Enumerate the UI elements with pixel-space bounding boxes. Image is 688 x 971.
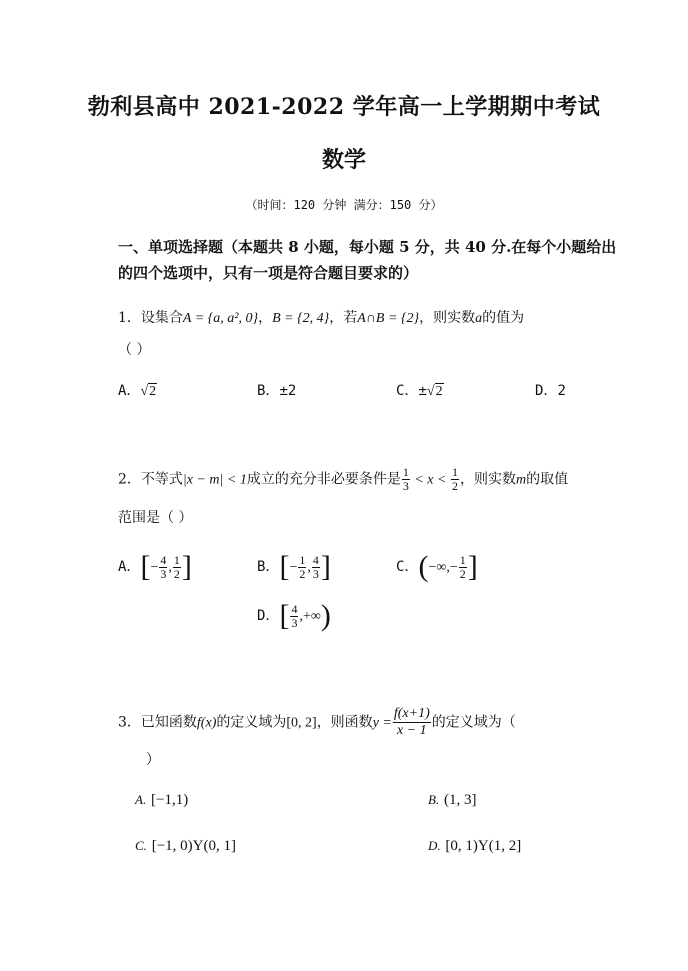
q1-cond-pre: ，若 (329, 310, 358, 326)
bracket-left: [ (279, 550, 290, 583)
frac-num: 1 (402, 465, 409, 479)
q1-option-b-value: ±2 (279, 383, 297, 399)
q2-option-c[interactable] (396, 552, 478, 582)
q3-option-b[interactable] (428, 790, 476, 809)
frac-num: 1 (459, 552, 466, 567)
q1-option-c-pm: ± (418, 383, 427, 399)
q1-option-d[interactable] (535, 380, 566, 400)
q3-option-d-label: D. (428, 838, 441, 853)
q1-set-b: B = {2, 4} (272, 311, 330, 326)
paren-right: ) (320, 599, 331, 632)
q1-set-a: A = {a, a², 0} (182, 311, 259, 326)
frac-den: 3 (160, 566, 167, 581)
q1-option-c-label: C． (396, 383, 419, 399)
q1-condition: A∩B = {2} (357, 311, 420, 326)
page-subtitle: 数学 (321, 147, 366, 173)
frac (290, 603, 298, 630)
q3-option-a[interactable] (135, 790, 188, 809)
q3-option-c[interactable] (135, 836, 236, 855)
q2-option-d[interactable] (257, 601, 331, 631)
q3-fx: f(x) (196, 715, 217, 731)
q2-ask2: 的取值 (526, 471, 569, 488)
q1-answer-paren: （ ） (118, 342, 151, 358)
q1-var: a (475, 311, 483, 326)
q3-mid2: ，则函数 (316, 714, 373, 731)
frac (298, 554, 306, 581)
q1-option-a-label: A． (118, 383, 141, 399)
q1-option-d-label: D． (535, 383, 558, 399)
bracket-left: [ (279, 599, 290, 632)
paren-left: ( (418, 550, 429, 583)
q3-option-c-value: [−1, 0)Y(0, 1] (151, 838, 236, 854)
frac-den: 3 (402, 479, 409, 493)
bracket-right: ] (181, 550, 192, 583)
q1-ask: ，则实数 (419, 310, 476, 326)
question-2-stem (118, 466, 568, 493)
exam-info: （时间：120 分钟 满分：150 分） (245, 198, 443, 212)
frac-den: 3 (312, 566, 319, 581)
q2-option-d-right: ,+∞ (299, 609, 321, 624)
q2-frac-upper (451, 466, 459, 493)
q2-prefix: 2．不等式 (118, 471, 183, 488)
q2-cond-mid: < x < (410, 472, 450, 488)
minus-sign: − (150, 560, 159, 575)
q3-fraction (393, 706, 431, 739)
q3-y: y = (372, 715, 392, 731)
q3-prefix: 3．已知函数 (118, 714, 197, 731)
q3-option-d-value: [0, 1)Y(1, 2] (445, 838, 522, 854)
frac (312, 554, 320, 581)
q3-domain: [0, 2] (286, 715, 317, 731)
q3-mid: 的定义域为 (216, 714, 287, 731)
q1-option-c[interactable] (396, 380, 444, 400)
q2-option-a[interactable] (118, 552, 192, 582)
q1-option-b[interactable] (257, 380, 296, 400)
q2-mid: 成立的充分非必要条件是 (246, 471, 401, 488)
question-1-stem (118, 306, 524, 331)
q2-option-b-label: B． (257, 559, 280, 575)
frac-den: 2 (459, 566, 466, 581)
q3-ask: 的定义域为（ (431, 714, 516, 731)
bracket-right: ] (320, 550, 331, 583)
frac-den: 2 (451, 479, 458, 493)
q1-option-c-value: 2 (435, 384, 443, 399)
frac-num: 4 (291, 601, 298, 616)
frac-den: 2 (299, 566, 306, 581)
section-heading-line1: 一、单项选择题（本题共 8 小题，每小题 5 分，共 40 分.在每个小题给出 (118, 238, 617, 256)
q1-sep: ， (258, 310, 273, 326)
bracket-left: [ (140, 550, 151, 583)
q1-prefix: 1．设集合 (118, 310, 183, 326)
q3-line2: ） (146, 752, 160, 768)
frac-den: x − 1 (396, 723, 427, 738)
frac-den: 2 (173, 566, 180, 581)
q3-option-a-value: [−1,1) (150, 792, 189, 808)
frac (173, 554, 181, 581)
q2-option-c-label: C． (396, 559, 419, 575)
q3-option-c-label: C. (135, 838, 147, 853)
frac-num: 1 (299, 552, 306, 567)
frac-den: 3 (291, 615, 298, 630)
q1-option-a[interactable] (118, 380, 157, 400)
q1-option-d-value: 2 (557, 383, 566, 399)
sqrt-symbol: √2 (426, 384, 443, 399)
q2-inequality: |x − m| < 1 (182, 472, 247, 488)
q1-option-b-label: B． (257, 383, 280, 399)
q2-option-c-left: −∞,− (428, 560, 458, 575)
page-title: 勃利县高中 2021-2022 学年高一上学期期中考试 (87, 94, 601, 120)
q2-ask: ，则实数 (459, 471, 516, 488)
frac (159, 554, 167, 581)
q3-option-a-label: A. (135, 792, 147, 807)
question-3-stem (118, 706, 516, 739)
frac-num: f(x+1) (393, 706, 430, 721)
frac-num: 1 (451, 465, 458, 479)
frac-num: 1 (173, 552, 180, 567)
section-heading-line2: 的四个选项中，只有一项是符合题目要求的） (118, 264, 419, 282)
q1-ask2: 的值为 (482, 310, 525, 326)
q2-option-d-label: D． (257, 608, 280, 624)
q1-option-a-value: 2 (149, 384, 157, 399)
q3-option-b-label: B. (428, 792, 440, 807)
q2-var: m (515, 472, 527, 488)
q2-option-b[interactable] (257, 552, 331, 582)
q2-line2: 范围是（ ） (118, 510, 193, 526)
bracket-right: ] (467, 550, 478, 583)
frac (459, 554, 467, 581)
frac-num: 4 (160, 552, 167, 567)
comma: , (168, 560, 172, 575)
q2-option-a-label: A． (118, 559, 141, 575)
comma: , (307, 560, 311, 575)
minus-sign: − (289, 560, 298, 575)
q2-frac-lower (402, 466, 410, 493)
q3-option-b-value: (1, 3] (443, 792, 477, 808)
frac-num: 4 (312, 552, 319, 567)
q3-option-d[interactable] (428, 836, 521, 855)
sqrt-symbol: √2 (140, 384, 157, 399)
